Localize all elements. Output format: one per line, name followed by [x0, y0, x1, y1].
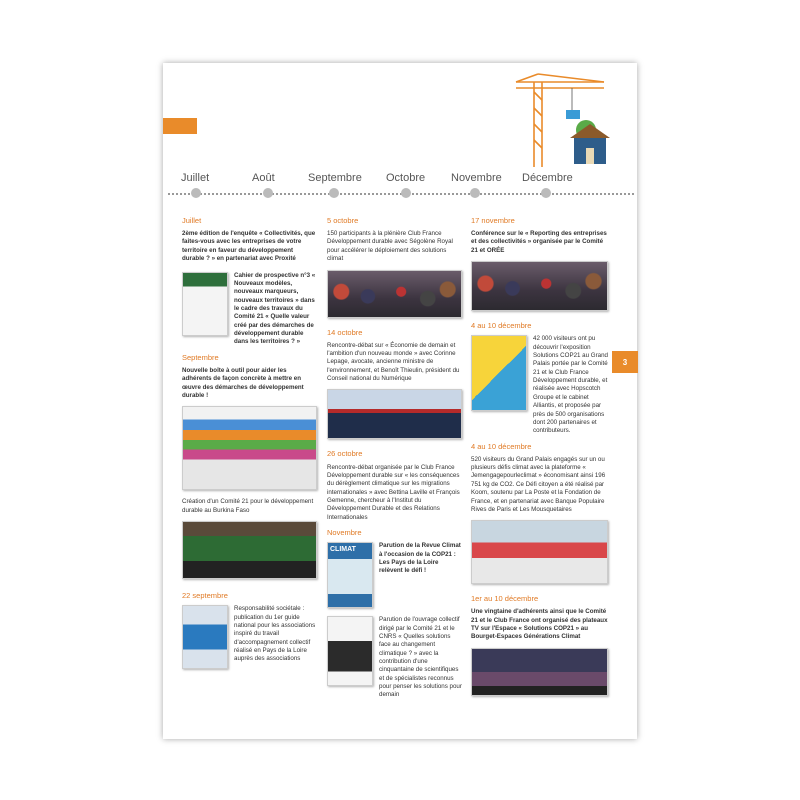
- oct26-text: Rencontre-débat organisée par le Club France Développement durable sur « les conséquences du dérèglement climatique sur les migrations internationales » avec Bettina Laville et François Gemenne, chercheur à l'Institut du Développement Durable et des Relations Internationales: [327, 463, 460, 521]
- heading-novembre: Novembre: [327, 528, 362, 538]
- tv-set-photo: [471, 648, 608, 696]
- guide-cover-image: [182, 605, 228, 669]
- cahier-cover-image: [182, 272, 228, 336]
- juillet-text: 2ème édition de l'enquête « Collectivités, que faites-vous avec les entreprises de votre territoire en faveur du développement durable ? » en partenariat avec Proxité: [182, 230, 316, 263]
- page-number: 3: [612, 351, 638, 373]
- nov-text-2: Parution de l'ouvrage collectif dirigé par le Comité 21 et le CNRS « Quelles solutions face au changement climatique ? » avec la contribution d'une cinquantaine de scientifiques et de spécialistes reconnus pour penser les solutions pour demain: [379, 616, 462, 699]
- timeline-dot: [329, 188, 339, 198]
- timeline-months: [163, 172, 637, 200]
- timeline-dot: [470, 188, 480, 198]
- month-label: Octobre: [386, 172, 426, 184]
- heading-5-octobre: 5 octobre: [327, 216, 359, 225]
- column-2: [327, 216, 462, 706]
- burkina-photo: [182, 521, 317, 579]
- debate-photo: [327, 389, 462, 439]
- heading-1-10-decembre: 1er au 10 décembre: [471, 594, 539, 604]
- cop21-expo-poster: [471, 335, 527, 411]
- timeline-dot: [191, 188, 201, 198]
- timeline-dot: [401, 188, 411, 198]
- defi-climat-group-photo: [471, 520, 608, 584]
- climat-magazine-cover: CLIMAT: [327, 542, 373, 608]
- heading-26-octobre: 26 octobre: [327, 449, 363, 459]
- orange-tab: [163, 118, 197, 134]
- crane-house-illustration: [512, 72, 612, 170]
- reporting-conference-photo: [471, 261, 608, 311]
- timeline-dot: [541, 188, 551, 198]
- heading-4-10-decembre-b: 4 au 10 décembre: [471, 441, 532, 451]
- column-1: [182, 216, 317, 675]
- heading-4-10-decembre-a: 4 au 10 décembre: [471, 321, 532, 331]
- dec-b-text: 520 visiteurs du Grand Palais engagés sur un ou plusieurs défis climat avec la plateforme « Jemengagepourleclimat » économisant ainsi 196 751 kg de CO2. Ce Défi citoyen a été réalisé par Koom, soutenu par La Poste et la Fondation de France, et en partenariat avec Banque Populaire Rives de Paris et Les Mousquetaires: [471, 455, 606, 513]
- solutions-book-cover: [327, 616, 373, 686]
- toolbox-screenshot-image: [182, 406, 317, 490]
- sept22-text: Responsabilité sociétale : publication du 1er guide national pour les associations inspiré du travail d'accompagnement collectif réalisé en Pays de la Loire auprès des associations: [234, 605, 316, 663]
- heading-juillet: Juillet: [182, 216, 202, 225]
- oct5-text: 150 participants à la plénière Club France Développement durable avec Ségolène Royal pour accélérer le déploiement des solutions climat: [327, 230, 453, 263]
- month-label: Juillet: [181, 172, 210, 184]
- burkina-text: Création d'un Comité 21 pour le développement durable au Burkina Faso: [182, 498, 314, 514]
- month-label: Décembre: [522, 172, 573, 184]
- pleniere-photo: [327, 270, 462, 318]
- dec1-text: Une vingtaine d'adhérents ainsi que le Comité 21 et le Club France ont organisé des plateaux TV sur l'Espace « Solutions COP21 » au Bourget-Espaces Générations Climat: [471, 608, 608, 641]
- heading-14-octobre: 14 octobre: [327, 327, 363, 337]
- month-label: Novembre: [451, 172, 502, 184]
- septembre-text: Nouvelle boîte à outil pour aider les adhérents de façon concrète à mettre en œuvre des démarches de développement durable !: [182, 366, 304, 399]
- cahier-text: Cahier de prospective n°3 « Nouveaux modèles, nouveaux marqueurs, nouveaux territoires » dans le cadre des travaux du Comité 21 « Quelle valeur créé par des démarches de développement durable dans les territoires ? »: [234, 271, 316, 346]
- month-label: Août: [252, 172, 275, 184]
- nov-text-1: Parution de la Revue Climat à l'occasion de la COP21 : Les Pays de la Loire relèvent le défi !: [379, 542, 461, 575]
- heading-17-novembre: 17 novembre: [471, 216, 515, 225]
- timeline-dot: [263, 188, 273, 198]
- nov17-text: Conférence sur le « Reporting des entreprises et des collectivités » organisée par le Comité 21 et ORÉE: [471, 230, 607, 254]
- dec-a-text: 42 000 visiteurs ont pu découvrir l'exposition Solutions COP21 au Grand Palais portée par le Comité 21 et le Club France Développement durable, et réalisée avec Hopscotch Groupe et le cabinet Alliantis, et proposée par près de 500 organisations dont 200 partenaires et contributeurs.: [533, 335, 608, 435]
- heading-22-septembre: 22 septembre: [182, 591, 228, 601]
- column-3: [471, 216, 608, 696]
- heading-septembre: Septembre: [182, 352, 219, 362]
- oct14-text: Rencontre-débat sur « Économie de demain et l'ambition d'un nouveau monde » avec Corinne Lepage, avocate, ancienne ministre de l'environnement, et Benoît Thieulin, président du Conseil national du Numérique: [327, 341, 460, 383]
- month-label: Septembre: [308, 172, 362, 184]
